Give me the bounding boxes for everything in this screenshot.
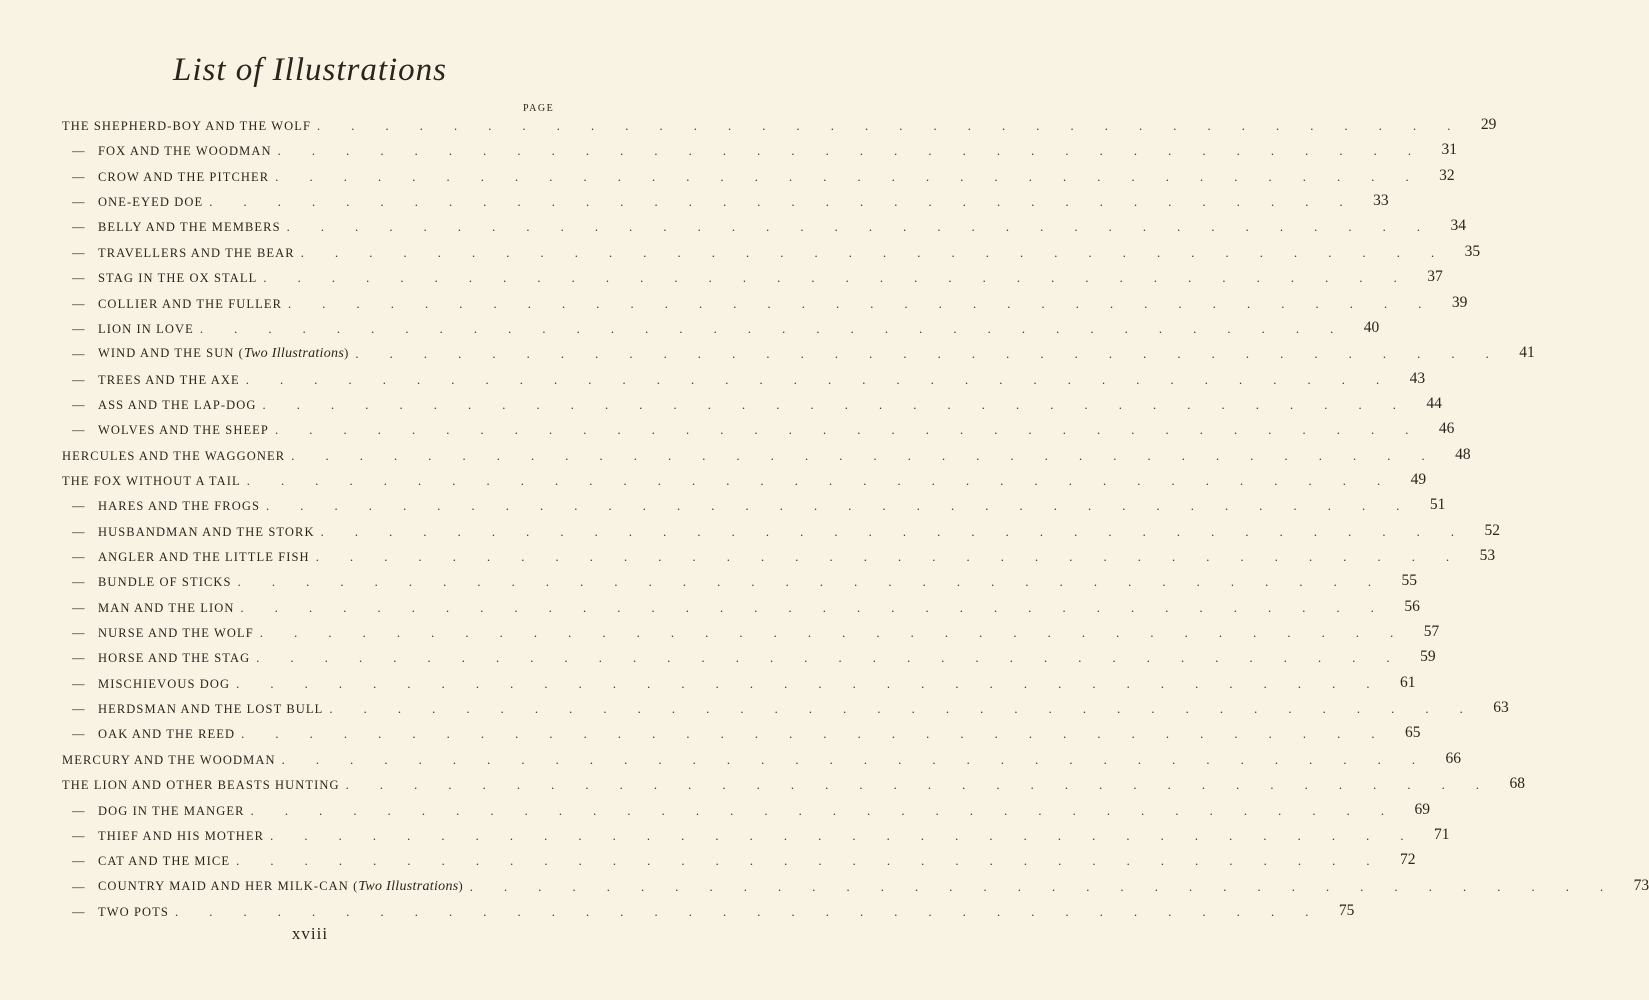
dot-leader: . . . . . . . . . . . . . . . . . . . . . . . . . . . . . . . . . . bbox=[263, 271, 1411, 286]
entry-page-number: 66 bbox=[1445, 749, 1461, 767]
ditto-dash: — bbox=[72, 828, 86, 843]
entry-page-number: 37 bbox=[1427, 268, 1443, 286]
toc-entry bbox=[62, 771, 1525, 793]
entry-title: HUSBANDMAN AND THE STORK bbox=[98, 524, 315, 539]
entry-page-number: 40 bbox=[1363, 318, 1380, 336]
entry-page-number: 55 bbox=[1401, 572, 1417, 590]
entry-title: NURSE AND THE WOLF bbox=[98, 626, 254, 640]
dot-leader: . . . . . . . . . . . . . . . . . . . . . . . . . . . . . . . . . . bbox=[274, 423, 1423, 438]
entry-title: TRAVELLERS AND THE BEAR bbox=[98, 245, 295, 260]
entry-page-number: 43 bbox=[1409, 369, 1426, 387]
ditto-dash: — bbox=[72, 676, 86, 691]
page-title: List of Illustrations bbox=[172, 52, 448, 88]
entry-title: ANGLER AND THE LITTLE FISH bbox=[98, 550, 310, 564]
entry-title: WOLVES AND THE SHEEP bbox=[98, 423, 269, 438]
ditto-dash: — bbox=[72, 144, 86, 159]
dot-leader: . . . . . . . . . . . . . . . . . . . . . . . . . . . . . . . . . . bbox=[291, 448, 1439, 463]
toc-entry bbox=[62, 137, 1457, 159]
entry-page-number: 61 bbox=[1400, 673, 1416, 691]
toc-entry bbox=[62, 442, 1471, 464]
dot-leader: . . . . . . . . . . . . . . . . . . . . . . . . . . . . . . . . . . bbox=[245, 372, 1394, 387]
ditto-dash: — bbox=[72, 347, 86, 362]
entry-page-number: 35 bbox=[1464, 242, 1481, 260]
ditto-dash: — bbox=[72, 321, 86, 336]
entry-title: HORSE AND THE STAG bbox=[98, 651, 251, 666]
entry-title: FOX AND THE WOODMAN bbox=[98, 144, 272, 159]
entry-title: MISCHIEVOUS DOG bbox=[98, 676, 231, 691]
ditto-dash: — bbox=[72, 220, 86, 235]
ditto-dash: — bbox=[72, 372, 86, 387]
ditto-dash: — bbox=[72, 296, 86, 311]
page-column-header: PAGE bbox=[523, 103, 555, 114]
entry-page-number: 51 bbox=[1429, 496, 1446, 514]
toc-entry bbox=[62, 797, 1430, 819]
dot-leader: . . . . . . . . . . . . . . . . . . . . . . . . . . . . . . . . . . bbox=[345, 778, 1493, 793]
toc-entry bbox=[62, 670, 1416, 692]
dot-leader: . . . . . . . . . . . . . . . . . . . . . . . . . . . . . . . . . . bbox=[270, 828, 1418, 843]
toc-entry bbox=[62, 163, 1455, 185]
ditto-dash: — bbox=[72, 626, 86, 640]
toc-entry bbox=[62, 467, 1427, 489]
dot-leader: . . . . . . . . . . . . . . . . . . . . . . . . . . . . . . . . . . bbox=[469, 879, 1618, 894]
dot-leader: . . . . . . . . . . . . . . . . . . . . . . . . . . . . . . . . . . bbox=[300, 245, 1449, 260]
ditto-dash: — bbox=[72, 169, 86, 184]
dot-leader: . . . . . . . . . . . . . . . . . . . . . . . . . . . . . . . . . . bbox=[288, 296, 1436, 311]
dot-leader: . . . . . . . . . . . . . . . . . . . . . . . . . . . . . . . . . . bbox=[237, 575, 1385, 590]
ditto-dash: — bbox=[72, 803, 86, 818]
dot-leader: . . . . . . . . . . . . . . . . . . . . . . . . . . . . . . . . . . bbox=[199, 321, 1348, 336]
toc-entry bbox=[62, 518, 1500, 540]
toc-entry bbox=[62, 746, 1461, 768]
entry-page-number: 29 bbox=[1480, 116, 1497, 133]
ditto-dash: — bbox=[72, 271, 86, 286]
entry-page-number: 65 bbox=[1405, 724, 1421, 742]
entry-page-number: 71 bbox=[1433, 825, 1450, 843]
dot-leader: . . . . . . . . . . . . . . . . . . . . . . . . . . . . . . . . . . bbox=[317, 119, 1465, 133]
entry-title: ONE-EYED DOE bbox=[98, 195, 204, 210]
dot-leader: . . . . . . . . . . . . . . . . . . . . . . . . . . . . . . . . . . bbox=[329, 702, 1477, 717]
entry-page-number: 63 bbox=[1493, 699, 1509, 717]
entry-title: TWO POTS bbox=[98, 904, 169, 919]
dot-leader: . . . . . . . . . . . . . . . . . . . . . . . . . . . . . . . . . . bbox=[241, 727, 1389, 742]
entry-page-number: 33 bbox=[1373, 192, 1389, 210]
dot-leader: . . . . . . . . . . . . . . . . . . . . . . . . . . . . . . . . . . bbox=[320, 524, 1468, 539]
toc-entry bbox=[62, 619, 1440, 641]
ditto-dash: — bbox=[72, 702, 86, 717]
entry-title: THIEF AND HIS MOTHER bbox=[98, 828, 265, 843]
dot-leader: . . . . . . . . . . . . . . . . . . . . . . . . . . . . . . . . . . bbox=[277, 144, 1425, 159]
toc-entry bbox=[62, 213, 1466, 235]
entry-title: THE FOX WITHOUT A TAIL bbox=[62, 473, 241, 488]
toc-entry bbox=[62, 290, 1468, 312]
entry-page-number: 59 bbox=[1420, 648, 1436, 666]
ditto-dash: — bbox=[72, 499, 86, 514]
ditto-dash: — bbox=[72, 524, 86, 539]
toc-entry bbox=[62, 188, 1389, 210]
entry-title: MERCURY AND THE WOODMAN bbox=[62, 752, 276, 767]
dot-leader: . . . . . . . . . . . . . . . . . . . . . . . . . . . . . . . . . . bbox=[209, 195, 1357, 210]
entry-title: ASS AND THE LAP-DOG bbox=[98, 397, 257, 412]
dot-leader: . . . . . . . . . . . . . . . . . . . . . . . . . . . . . . . . . . bbox=[236, 854, 1384, 869]
toc-entry bbox=[62, 112, 1497, 134]
entry-page-number: 53 bbox=[1479, 547, 1496, 564]
entry-page-number: 31 bbox=[1441, 141, 1457, 159]
toc-entry bbox=[62, 239, 1481, 261]
entry-title: STAG IN THE OX STALL bbox=[98, 271, 258, 286]
entry-page-number: 57 bbox=[1423, 623, 1440, 640]
page-folio: xviii bbox=[291, 924, 329, 943]
ditto-dash: — bbox=[72, 575, 86, 590]
dot-leader: . . . . . . . . . . . . . . . . . . . . . . . . . . . . . . . . . . bbox=[275, 169, 1423, 184]
entry-page-number: 48 bbox=[1455, 445, 1471, 463]
dot-leader: . . . . . . . . . . . . . . . . . . . . . . . . . . . . . . . . . . bbox=[315, 550, 1464, 564]
dot-leader: . . . . . . . . . . . . . . . . . . . . . . . . . . . . . . . . . . bbox=[259, 626, 1408, 640]
dot-leader: . . . . . . . . . . . . . . . . . . . . . . . . . . . . . . . . . . bbox=[240, 600, 1388, 615]
entry-title: HERCULES AND THE WAGGONER bbox=[62, 448, 286, 463]
entry-page-number: 49 bbox=[1410, 470, 1427, 488]
toc-entry bbox=[62, 822, 1450, 844]
entry-title: TREES AND THE AXE bbox=[98, 372, 240, 387]
toc-entry bbox=[62, 543, 1496, 565]
entry-title: DOG IN THE MANGER bbox=[98, 803, 245, 818]
ditto-dash: — bbox=[72, 727, 86, 742]
toc-entry bbox=[62, 416, 1455, 438]
entry-page-number: 56 bbox=[1404, 597, 1420, 615]
dot-leader: . . . . . . . . . . . . . . . . . . . . . . . . . . . . . . . . . . bbox=[174, 904, 1323, 919]
dot-leader: . . . . . . . . . . . . . . . . . . . . . . . . . . . . . . . . . . bbox=[286, 220, 1434, 235]
entry-page-number: 32 bbox=[1439, 166, 1455, 184]
entry-page-number: 69 bbox=[1414, 800, 1430, 818]
ditto-dash: — bbox=[72, 550, 86, 564]
entry-page-number: 34 bbox=[1450, 217, 1466, 235]
toc-entry bbox=[62, 340, 1535, 362]
entry-page-number: 41 bbox=[1519, 344, 1535, 362]
entry-page-number: 68 bbox=[1509, 775, 1525, 793]
entry-page-number: 39 bbox=[1451, 293, 1468, 311]
dot-leader: . . . . . . . . . . . . . . . . . . . . . . . . . . . . . . . . . . bbox=[266, 499, 1414, 514]
toc-entry bbox=[62, 568, 1417, 590]
toc-entry bbox=[62, 644, 1436, 666]
entry-title: THE LION AND OTHER BEASTS HUNTING bbox=[62, 778, 340, 793]
entry-title: HERDSMAN AND THE LOST BULL bbox=[98, 702, 324, 717]
ditto-dash: — bbox=[72, 600, 86, 615]
toc-entry bbox=[62, 847, 1416, 869]
ditto-dash: — bbox=[72, 879, 86, 894]
ditto-dash: — bbox=[72, 651, 86, 666]
toc-entry bbox=[62, 492, 1446, 514]
entry-title: LION IN LOVE bbox=[98, 321, 194, 336]
entry-note: Two Illustrations bbox=[358, 878, 459, 894]
toc-entry bbox=[62, 366, 1426, 388]
dot-leader: . . . . . . . . . . . . . . . . . . . . . . . . . . . . . . . . . . bbox=[355, 347, 1503, 362]
entry-title: HARES AND THE FROGS bbox=[98, 499, 261, 514]
entry-title: BELLY AND THE MEMBERS bbox=[98, 220, 281, 235]
entry-note: Two Illustrations bbox=[243, 346, 345, 362]
dot-leader: . . . . . . . . . . . . . . . . . . . . . . . . . . . . . . . . . . bbox=[246, 473, 1395, 488]
entry-title: THE SHEPHERD-BOY AND THE WOLF bbox=[62, 119, 312, 133]
toc-entry bbox=[62, 695, 1509, 717]
toc-entry bbox=[62, 873, 1649, 895]
toc-entry bbox=[62, 264, 1443, 286]
ditto-dash: — bbox=[72, 245, 86, 260]
entry-page-number: 73 bbox=[1633, 876, 1649, 894]
toc-entry bbox=[62, 391, 1442, 413]
ditto-dash: — bbox=[72, 423, 86, 438]
ditto-dash: — bbox=[72, 195, 86, 210]
entry-title: MAN AND THE LION bbox=[98, 600, 235, 615]
entry-page-number: 44 bbox=[1426, 394, 1442, 412]
entry-title: OAK AND THE REED bbox=[98, 727, 236, 742]
ditto-dash: — bbox=[72, 904, 86, 919]
toc-entry bbox=[62, 898, 1355, 920]
ditto-dash: — bbox=[72, 854, 86, 869]
entry-page-number: 52 bbox=[1484, 521, 1500, 539]
toc-entry bbox=[62, 315, 1380, 337]
dot-leader: . . . . . . . . . . . . . . . . . . . . . . . . . . . . . . . . . . bbox=[281, 752, 1429, 767]
entry-page-number: 46 bbox=[1438, 420, 1455, 438]
entry-title: COUNTRY MAID AND HER MILK-CAN (Two Illustrations) bbox=[98, 878, 464, 894]
dot-leader: . . . . . . . . . . . . . . . . . . . . . . . . . . . . . . . . . . bbox=[236, 676, 1384, 691]
entry-title: WIND AND THE SUN (Two Illustrations) bbox=[98, 346, 350, 362]
entry-title: COLLIER AND THE FULLER bbox=[98, 296, 283, 311]
dot-leader: . . . . . . . . . . . . . . . . . . . . . . . . . . . . . . . . . . bbox=[262, 397, 1410, 412]
toc-entry bbox=[62, 720, 1421, 742]
entry-page-number: 72 bbox=[1399, 851, 1416, 869]
entry-title: CROW AND THE PITCHER bbox=[98, 169, 270, 184]
dot-leader: . . . . . . . . . . . . . . . . . . . . . . . . . . . . . . . . . . bbox=[250, 803, 1398, 818]
entry-title: BUNDLE OF STICKS bbox=[98, 575, 232, 590]
entry-title: CAT AND THE MICE bbox=[98, 854, 231, 869]
ditto-dash: — bbox=[72, 397, 86, 412]
dot-leader: . . . . . . . . . . . . . . . . . . . . . . . . . . . . . . . . . . bbox=[256, 651, 1404, 666]
toc-entry bbox=[62, 594, 1420, 616]
entry-page-number: 75 bbox=[1338, 901, 1355, 919]
